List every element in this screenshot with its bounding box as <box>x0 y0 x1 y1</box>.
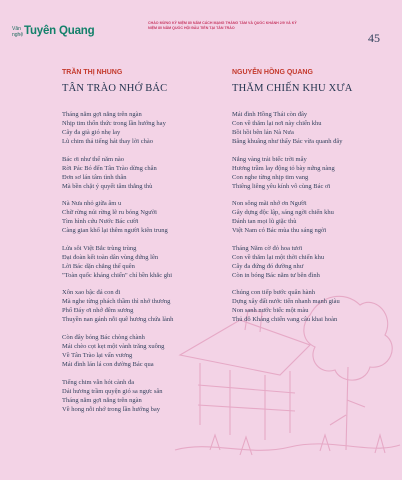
poem-line: Con về thăm lại nơi này chiến khu <box>232 120 322 127</box>
poem-right <box>232 68 392 333</box>
poem-line: Phổ Đáy ơi nhớ đêm sương <box>62 307 134 315</box>
poem-line: Về Tân Trào lại vấn vương <box>62 351 133 359</box>
poem-line: Con về thăm lại một thời chiến khu <box>232 253 325 261</box>
poem-line: Đơn sơ lán tâm tình thân <box>62 173 127 181</box>
poem-line: Tháng năm gợi nắng trên ngàn <box>62 396 142 404</box>
poem-line: Thủ đô Kháng chiến vang câu khai hoàn <box>232 316 338 324</box>
poem-line: Cây đa già gió nhẹ lay <box>62 129 121 136</box>
poem-line: Chữ rừng núi rừng lẽ ru bóng Người <box>62 209 157 217</box>
logo-small-text: Văn nghệ <box>12 26 24 38</box>
poem-left <box>62 68 212 422</box>
poem-line: Tháng Năm cờ đỏ hoa tươi <box>232 244 303 252</box>
poem-line: Dựng xây đất nước tiến nhanh mạnh giàu <box>232 298 340 306</box>
poem-stanza <box>232 244 392 280</box>
poem-stanza <box>232 110 392 146</box>
poem-line: Còn đây bóng Bác chòng chành <box>62 333 145 341</box>
page-header <box>0 0 402 60</box>
tree-trunk <box>330 367 365 450</box>
poem-line: Non sanh nước biếc một màu <box>232 307 309 315</box>
poem-stanza <box>232 155 392 191</box>
poem-line: Càng gian khổ lại thêm người kiên trung <box>62 227 168 235</box>
poem-line: Bâng khuâng như thấy Bác vừa quanh đây <box>232 138 343 145</box>
poem-stanza <box>62 288 212 324</box>
poem-line: Chúng con tiếp bước quân hành <box>232 289 315 297</box>
poem-line: Nhịp tim thổn thức trong lần hướng hay <box>62 120 166 127</box>
poem-line: Về hong nỗi nhớ trong lần hướng bay <box>62 405 160 413</box>
poem-line: Bác ơi như thể năm nào <box>62 155 125 163</box>
poem-line: Đại đoàn kết toàn dân vùng đứng lên <box>62 253 159 261</box>
poem-line: Mà nghe từng phách thầm thì nhớ thương <box>62 298 171 306</box>
poem-line: Lũ chim thả tiếng hát thay lời chào <box>62 138 153 145</box>
poem-body <box>62 110 212 414</box>
poem-line: Xôn xao bậc đá con đi <box>62 289 121 297</box>
page-number: 45 <box>368 31 380 45</box>
poem-line: Thiêng liêng yêu kính vô cùng Bác ơi <box>232 182 331 190</box>
poem-line: Tháng năm gợi nắng trên ngàn <box>62 111 142 118</box>
poem-title: THĂM CHIẾN KHU XƯA <box>232 83 353 94</box>
poem-body <box>232 110 392 324</box>
poem-stanza <box>62 333 212 369</box>
poem-title: TÂN TRÀO NHỚ BÁC <box>62 83 168 94</box>
poem-line: "Toàn quốc kháng chiến" chí bền khắc ghi <box>62 271 173 279</box>
poem-line: Con nghe từng nhịp tim vang <box>232 173 309 181</box>
poem-line: Còn in bóng Bác năm tư bên đình <box>232 271 320 279</box>
ground-line <box>175 444 400 450</box>
poem-line: Cây đa đứng đó đường như <box>232 262 304 270</box>
house-beams <box>198 385 295 411</box>
poem-line: Dải hương trầm quyện gió sa ngực sân <box>62 387 163 395</box>
header-banner: CHÀO MỪNG KỶ NIỆM 80 NĂM CÁCH MẠNG THÁNG TÁM VÀ QUỐC KHÁNH 2/9 VÀ KỶ NIỆM 80 NĂM QUỐC HỘI ĐẦU TIÊN TẠI TÂN TRÀO <box>148 21 297 30</box>
poem-line: Bồi hồi bên lán Nà Nưa <box>232 129 294 136</box>
poem-stanza <box>232 199 392 235</box>
poem-stanza <box>62 244 212 280</box>
poem-stanza <box>62 110 212 146</box>
poem-stanza <box>62 378 212 414</box>
poem-line: Tìm hình cứu Nước Bác cười <box>62 218 139 226</box>
poem-line: Mái đình Hồng Thái còn đây <box>232 111 308 118</box>
poem-line: Đánh tan mọi lũ giặc thù <box>232 218 297 226</box>
magazine-logo <box>12 22 102 42</box>
poem-line: Mái đình lán lá con đường Bác qua <box>62 360 154 368</box>
poem-author: TRẦN THỊ NHUNG <box>62 69 123 76</box>
poem-line: Lời Bác dặn chẳng thể quên <box>62 262 135 270</box>
poem-line: Nà Nưa nhỏ giữa âm u <box>62 200 122 208</box>
poem-stanza <box>62 199 212 235</box>
poem-line: Mái chèo cọt kẹt một vành trăng xuông <box>62 342 165 350</box>
poem-author: NGUYỄN HỒNG QUANG <box>232 69 313 76</box>
poem-line: Việt Nam có Bác mùa thu sáng ngời <box>232 227 327 235</box>
poem-line: Hương trầm lay động tỏ bày nứng nàng <box>232 164 335 172</box>
poem-line: Gây dựng độc lập, sáng ngời chiến khu <box>232 209 334 217</box>
logo-title: Tuyên Quang <box>24 25 95 37</box>
poem-stanza <box>232 288 392 324</box>
poem-line: Lửa sôi Việt Bắc trùng trùng <box>62 244 137 252</box>
poem-line: Thuyền nan gánh nỗi quê hương chứa lành <box>62 316 174 324</box>
poem-stanza <box>62 155 212 191</box>
poem-line: Mà bền chặt ý quyết tâm thắng thù <box>62 182 153 190</box>
poem-line: Non sông mãi nhớ ơn Người <box>232 200 307 208</box>
poem-line: Tiếng chim vẫn hót cành đa <box>62 378 135 386</box>
poem-line: Nắng vàng trải biếc trời mây <box>232 155 307 163</box>
poem-line: Rời Pác Bó đến Tân Trào dừng chân <box>62 164 157 172</box>
